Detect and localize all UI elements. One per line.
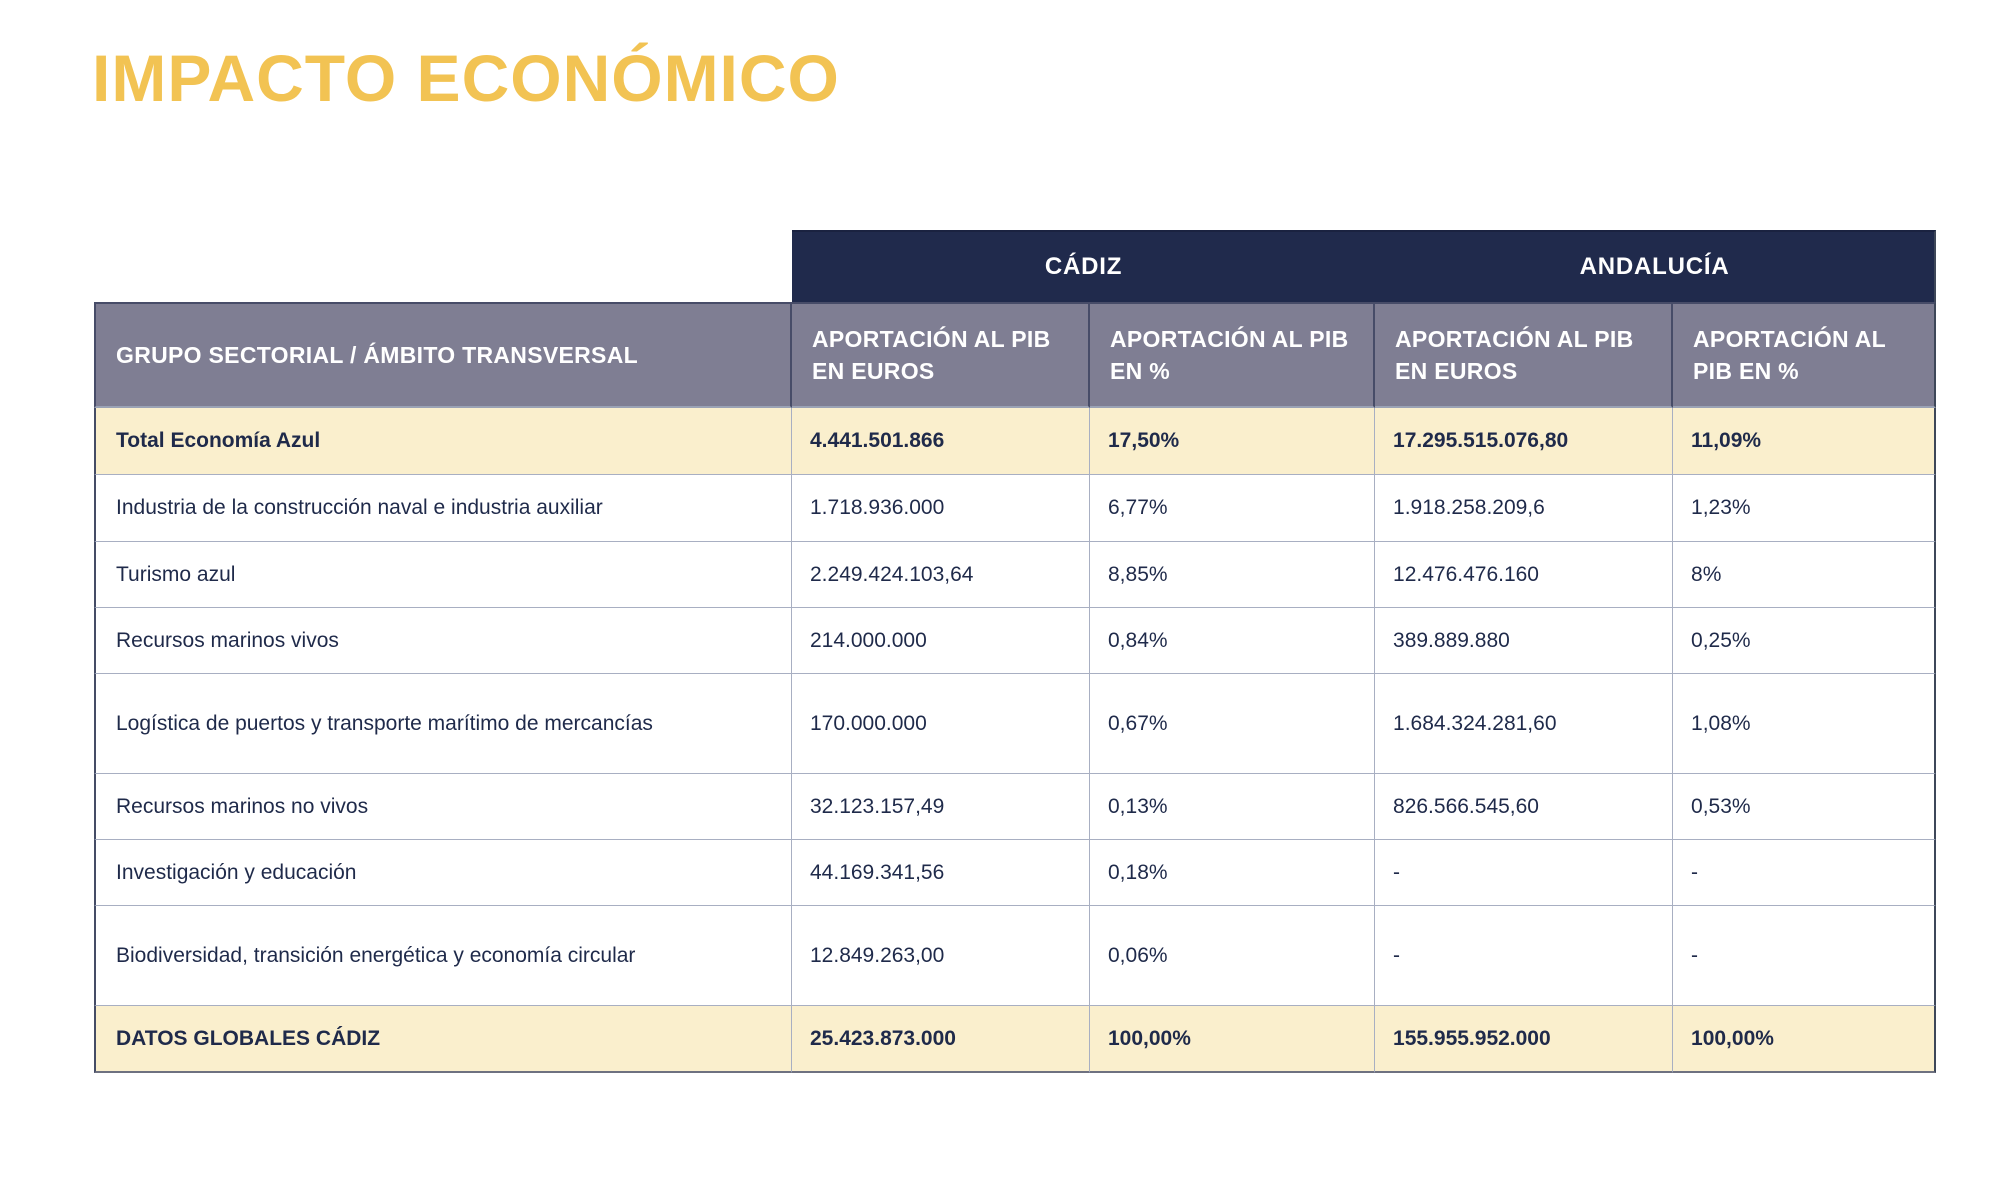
value-cell: 826.566.545,60	[1375, 774, 1673, 840]
table-row-turismo-azul	[94, 542, 1936, 608]
value-cell: 1,23%	[1673, 475, 1936, 542]
page-title: IMPACTO ECONÓMICO	[92, 41, 840, 115]
table-row-datos-globales-cadiz	[94, 1006, 1936, 1073]
value-cell: 0,84%	[1090, 608, 1375, 674]
table-row-recursos-marinos-no-vivos	[94, 774, 1936, 840]
value-cell: 17,50%	[1090, 408, 1375, 475]
value-cell: 1.918.258.209,6	[1375, 475, 1673, 542]
region-header-spacer	[94, 230, 792, 302]
value-cell: -	[1375, 840, 1673, 906]
sector-cell: Investigación y educación	[94, 840, 792, 906]
sector-cell: Recursos marinos no vivos	[94, 774, 792, 840]
value-cell: 8,85%	[1090, 542, 1375, 608]
value-cell: 0,18%	[1090, 840, 1375, 906]
region-header-andalucia: ANDALUCÍA	[1375, 230, 1936, 302]
region-header-row	[94, 230, 1936, 302]
value-cell: 0,13%	[1090, 774, 1375, 840]
value-cell: 155.955.952.000	[1375, 1006, 1673, 1073]
value-cell: 6,77%	[1090, 475, 1375, 542]
value-cell: 1.718.936.000	[792, 475, 1090, 542]
value-cell: 8%	[1673, 542, 1936, 608]
value-cell: 0,06%	[1090, 906, 1375, 1006]
table-row-recursos-marinos-vivos	[94, 608, 1936, 674]
value-cell: 1.684.324.281,60	[1375, 674, 1673, 774]
column-header-cadiz-pct: APORTACIÓN AL PIB EN %	[1090, 302, 1375, 408]
value-cell: -	[1375, 906, 1673, 1006]
value-cell: 1,08%	[1673, 674, 1936, 774]
value-cell: 170.000.000	[792, 674, 1090, 774]
sector-cell: Biodiversidad, transición energética y economía circular	[94, 906, 792, 1006]
value-cell: 4.441.501.866	[792, 408, 1090, 475]
sector-cell: Total Economía Azul	[94, 408, 792, 475]
value-cell: 12.476.476.160	[1375, 542, 1673, 608]
value-cell: 11,09%	[1673, 408, 1936, 475]
value-cell: 32.123.157,49	[792, 774, 1090, 840]
value-cell: 100,00%	[1673, 1006, 1936, 1073]
table-row-logistica-puertos	[94, 674, 1936, 774]
sector-cell: DATOS GLOBALES CÁDIZ	[94, 1006, 792, 1073]
sector-cell: Recursos marinos vivos	[94, 608, 792, 674]
value-cell: -	[1673, 840, 1936, 906]
value-cell: 12.849.263,00	[792, 906, 1090, 1006]
region-header-cadiz: CÁDIZ	[792, 230, 1375, 302]
column-header-cadiz-euros: APORTACIÓN AL PIB EN EUROS	[792, 302, 1090, 408]
value-cell: 2.249.424.103,64	[792, 542, 1090, 608]
column-header-andalucia-pct: APORTACIÓN AL PIB EN %	[1673, 302, 1936, 408]
table-row-biodiversidad	[94, 906, 1936, 1006]
column-header-row	[94, 302, 1936, 408]
column-header-sector: GRUPO SECTORIAL / ÁMBITO TRANSVERSAL	[94, 302, 792, 408]
sector-cell: Turismo azul	[94, 542, 792, 608]
sector-cell: Logística de puertos y transporte marítimo de mercancías	[94, 674, 792, 774]
value-cell: 0,53%	[1673, 774, 1936, 840]
value-cell: 214.000.000	[792, 608, 1090, 674]
value-cell: -	[1673, 906, 1936, 1006]
sector-cell: Industria de la construcción naval e industria auxiliar	[94, 475, 792, 542]
table-row-investigacion-educacion	[94, 840, 1936, 906]
table-row-industria-naval	[94, 475, 1936, 542]
value-cell: 17.295.515.076,80	[1375, 408, 1673, 475]
value-cell: 44.169.341,56	[792, 840, 1090, 906]
value-cell: 100,00%	[1090, 1006, 1375, 1073]
value-cell: 389.889.880	[1375, 608, 1673, 674]
table-row-total-economia-azul	[94, 408, 1936, 475]
value-cell: 0,25%	[1673, 608, 1936, 674]
value-cell: 25.423.873.000	[792, 1006, 1090, 1073]
column-header-andalucia-euros: APORTACIÓN AL PIB EN EUROS	[1375, 302, 1673, 408]
economic-impact-table	[94, 230, 1936, 1073]
value-cell: 0,67%	[1090, 674, 1375, 774]
